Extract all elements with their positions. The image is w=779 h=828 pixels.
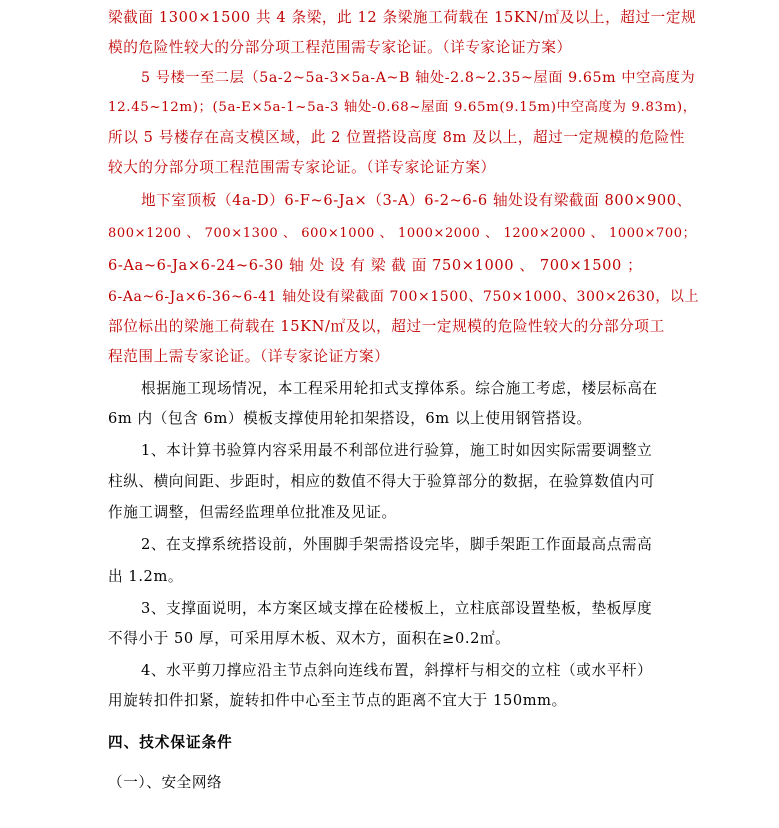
text-line: 不得小于 50 厚，可采用厚木板、双木方，面积在≥0.2㎡。	[108, 630, 511, 647]
text-line: 3、支撑面说明，本方案区域支撑在砼楼板上，立柱底部设置垫板，垫板厚度	[141, 600, 653, 617]
text-line: 梁截面 1300×1500 共 4 条梁，此 12 条梁施工荷载在 15KN/㎡及以上，超过一定规	[108, 9, 697, 26]
text-line: 较大的分部分项工程范围需专家论证。（详专家论证方案）	[108, 159, 496, 176]
text-line: 1、本计算书验算内容采用最不利部位进行验算，施工时如因实际需要调整立	[141, 442, 653, 459]
text-line: 6-Aa~6-Ja×6-24~6-30 轴 处 设 有 梁 截 面 750×1000 、 700×1500 ；	[108, 257, 643, 274]
text-line: 4、水平剪刀撑应沿主节点斜向连线布置，斜撑杆与相交的立柱（或水平杆）	[141, 662, 653, 679]
text-line: 所以 5 号楼存在高支模区域，此 2 位置搭设高度 8m 及以上，超过一定规模的危险性	[108, 129, 685, 146]
text-line: 5 号楼一至二层（5a-2~5a-3×5a-A~B 轴处-2.8~2.35~屋面 9.65m 中空高度为	[141, 70, 696, 86]
text-line: 部位标出的梁施工荷载在 15KN/㎡及以，超过一定规模的危险性较大的分部分项工	[108, 318, 665, 335]
text-line: 800×1200 、 700×1300 、 600×1000 、 1000×2000 、 1200×2000 、 1000×700；	[108, 226, 697, 241]
text-line: 程范围上需专家论证。（详专家论证方案）	[108, 348, 390, 365]
text-line: 6m 内（包含 6m）模板支撑使用轮扣架搭设，6m 以上使用钢管搭设。	[108, 410, 592, 427]
text-line: 作施工调整，但需经监理单位批准及见证。	[108, 504, 397, 521]
text-line: 2、在支撑系统搭设前，外围脚手架需搭设完毕，脚手架距工作面最高点需高	[141, 536, 653, 553]
text-line: 根据施工现场情况，本工程采用轮扣式支撑体系。综合施工考虑，楼层标高在	[141, 380, 658, 397]
text-line: 用旋转扣件扣紧，旋转扣件中心至主节点的距离不宜大于 150mm。	[108, 692, 567, 709]
text-line: 柱纵、横向间距、步距时，相应的数值不得大于验算部分的数据，在验算数值内可	[108, 473, 655, 490]
subsection-heading: （一）、安全网络	[108, 774, 223, 791]
text-line: 6-Aa~6-Ja×6-36~6-41 轴处设有梁截面 700×1500、750×1000、300×2630，以上	[108, 289, 700, 305]
text-line: 12.45~12m)；(5a-E×5a-1~5a-3 轴处-0.68~屋面 9.65m(9.15m)中空高度为 9.83m)，	[108, 100, 697, 115]
text-line: 地下室顶板（4a-D）6-F~6-Ja×（3-A）6-2~6-6 轴处设有梁截面 800×900、	[141, 192, 692, 209]
section-heading: 四、技术保证条件	[108, 734, 233, 751]
text-line: 出 1.2m。	[108, 568, 184, 585]
text-line: 模的危险性较大的分部分项工程范围需专家论证。（详专家论证方案）	[108, 39, 572, 56]
